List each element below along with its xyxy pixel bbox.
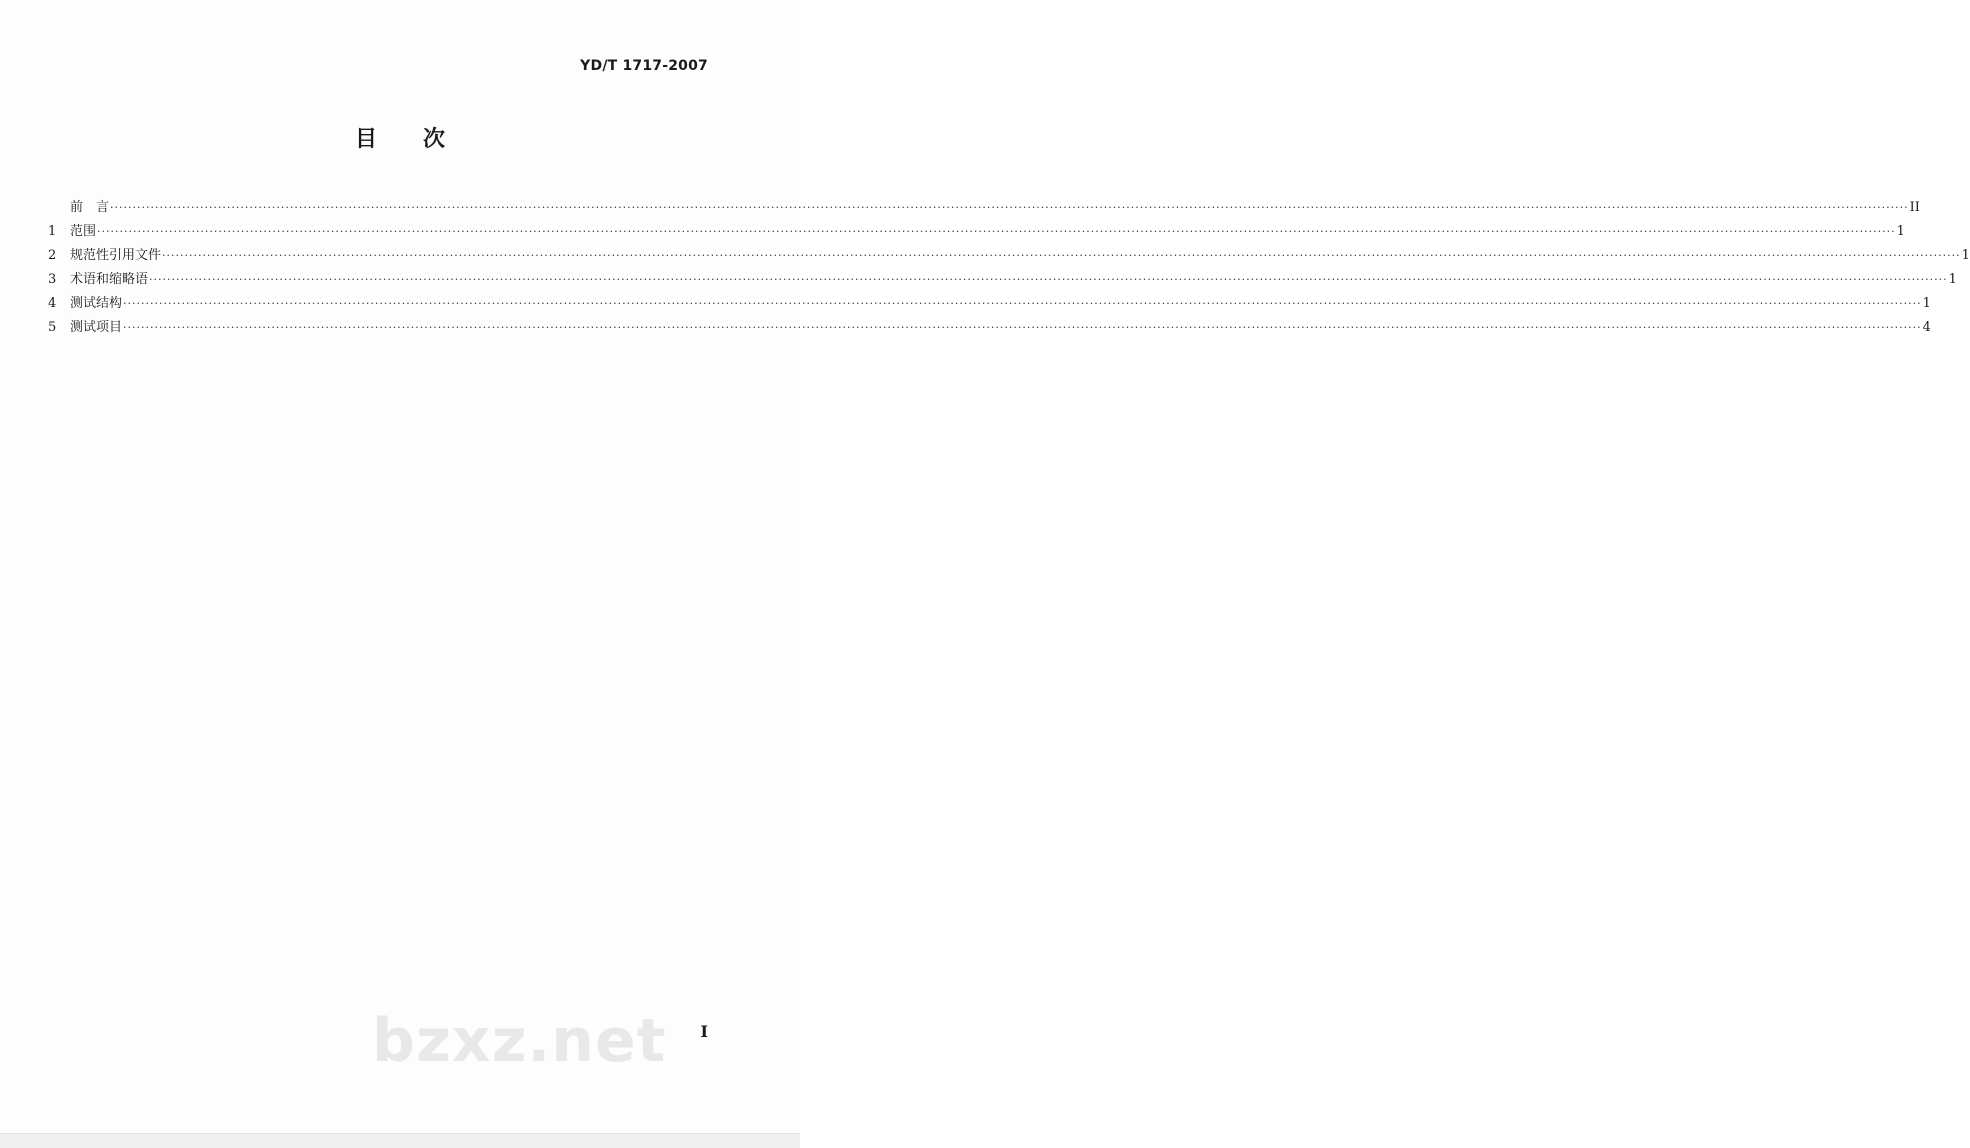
toc-number: 3 xyxy=(48,272,57,287)
page-bottom-edge xyxy=(0,1133,800,1148)
watermark: bzxz.net xyxy=(372,1006,667,1076)
toc-number: 5 xyxy=(48,320,57,335)
toc-entry-terms[interactable] xyxy=(48,268,1957,292)
toc-leader-dots: ················································································································································································································································································································································································································ xyxy=(123,297,1922,310)
toc-label: 术语和缩略语 xyxy=(70,272,149,287)
toc-label: 前 言 xyxy=(70,200,110,215)
toc-page-number: 1 xyxy=(1896,224,1905,239)
toc-number: 2 xyxy=(48,248,57,263)
toc-leader-dots: ················································································································································································································································································································································································································ xyxy=(149,273,1948,286)
toc-leader-dots: ················································································································································································································································································································································································································ xyxy=(123,321,1922,334)
toc-number: 1 xyxy=(48,224,57,239)
toc-page-number: 1 xyxy=(1922,296,1931,311)
toc-entry-preface[interactable] xyxy=(48,196,1920,220)
page-title xyxy=(0,122,800,153)
table-of-contents xyxy=(48,196,1970,340)
toc-label: 测试结构 xyxy=(70,296,123,311)
title-char-2: 次 xyxy=(423,127,446,152)
toc-entry-scope[interactable] xyxy=(48,220,1905,244)
toc-label: 测试项目 xyxy=(70,320,123,335)
toc-label: 规范性引用文件 xyxy=(70,248,162,263)
toc-entry-normative-references[interactable] xyxy=(48,244,1970,268)
toc-page-number: 4 xyxy=(1922,320,1931,335)
toc-leader-dots: ················································································································································································································································································································································································································ xyxy=(162,249,1961,262)
toc-page-number: 1 xyxy=(1948,272,1957,287)
toc-number: 4 xyxy=(48,296,57,311)
toc-label: 范围 xyxy=(70,224,97,239)
page-number: I xyxy=(700,1022,708,1041)
toc-leader-dots: ················································································································································································································································································································································································································ xyxy=(97,225,1896,238)
toc-entry-test-structure[interactable] xyxy=(48,292,1931,316)
toc-page-number: 1 xyxy=(1961,248,1970,263)
toc-page-number: II xyxy=(1909,200,1920,215)
toc-leader-dots: ················································································································································································································································································································································································································ xyxy=(110,201,1909,214)
standard-code: YD/T 1717-2007 xyxy=(580,58,708,74)
toc-entry-test-items[interactable] xyxy=(48,316,1931,340)
title-char-1: 目 xyxy=(354,127,377,152)
